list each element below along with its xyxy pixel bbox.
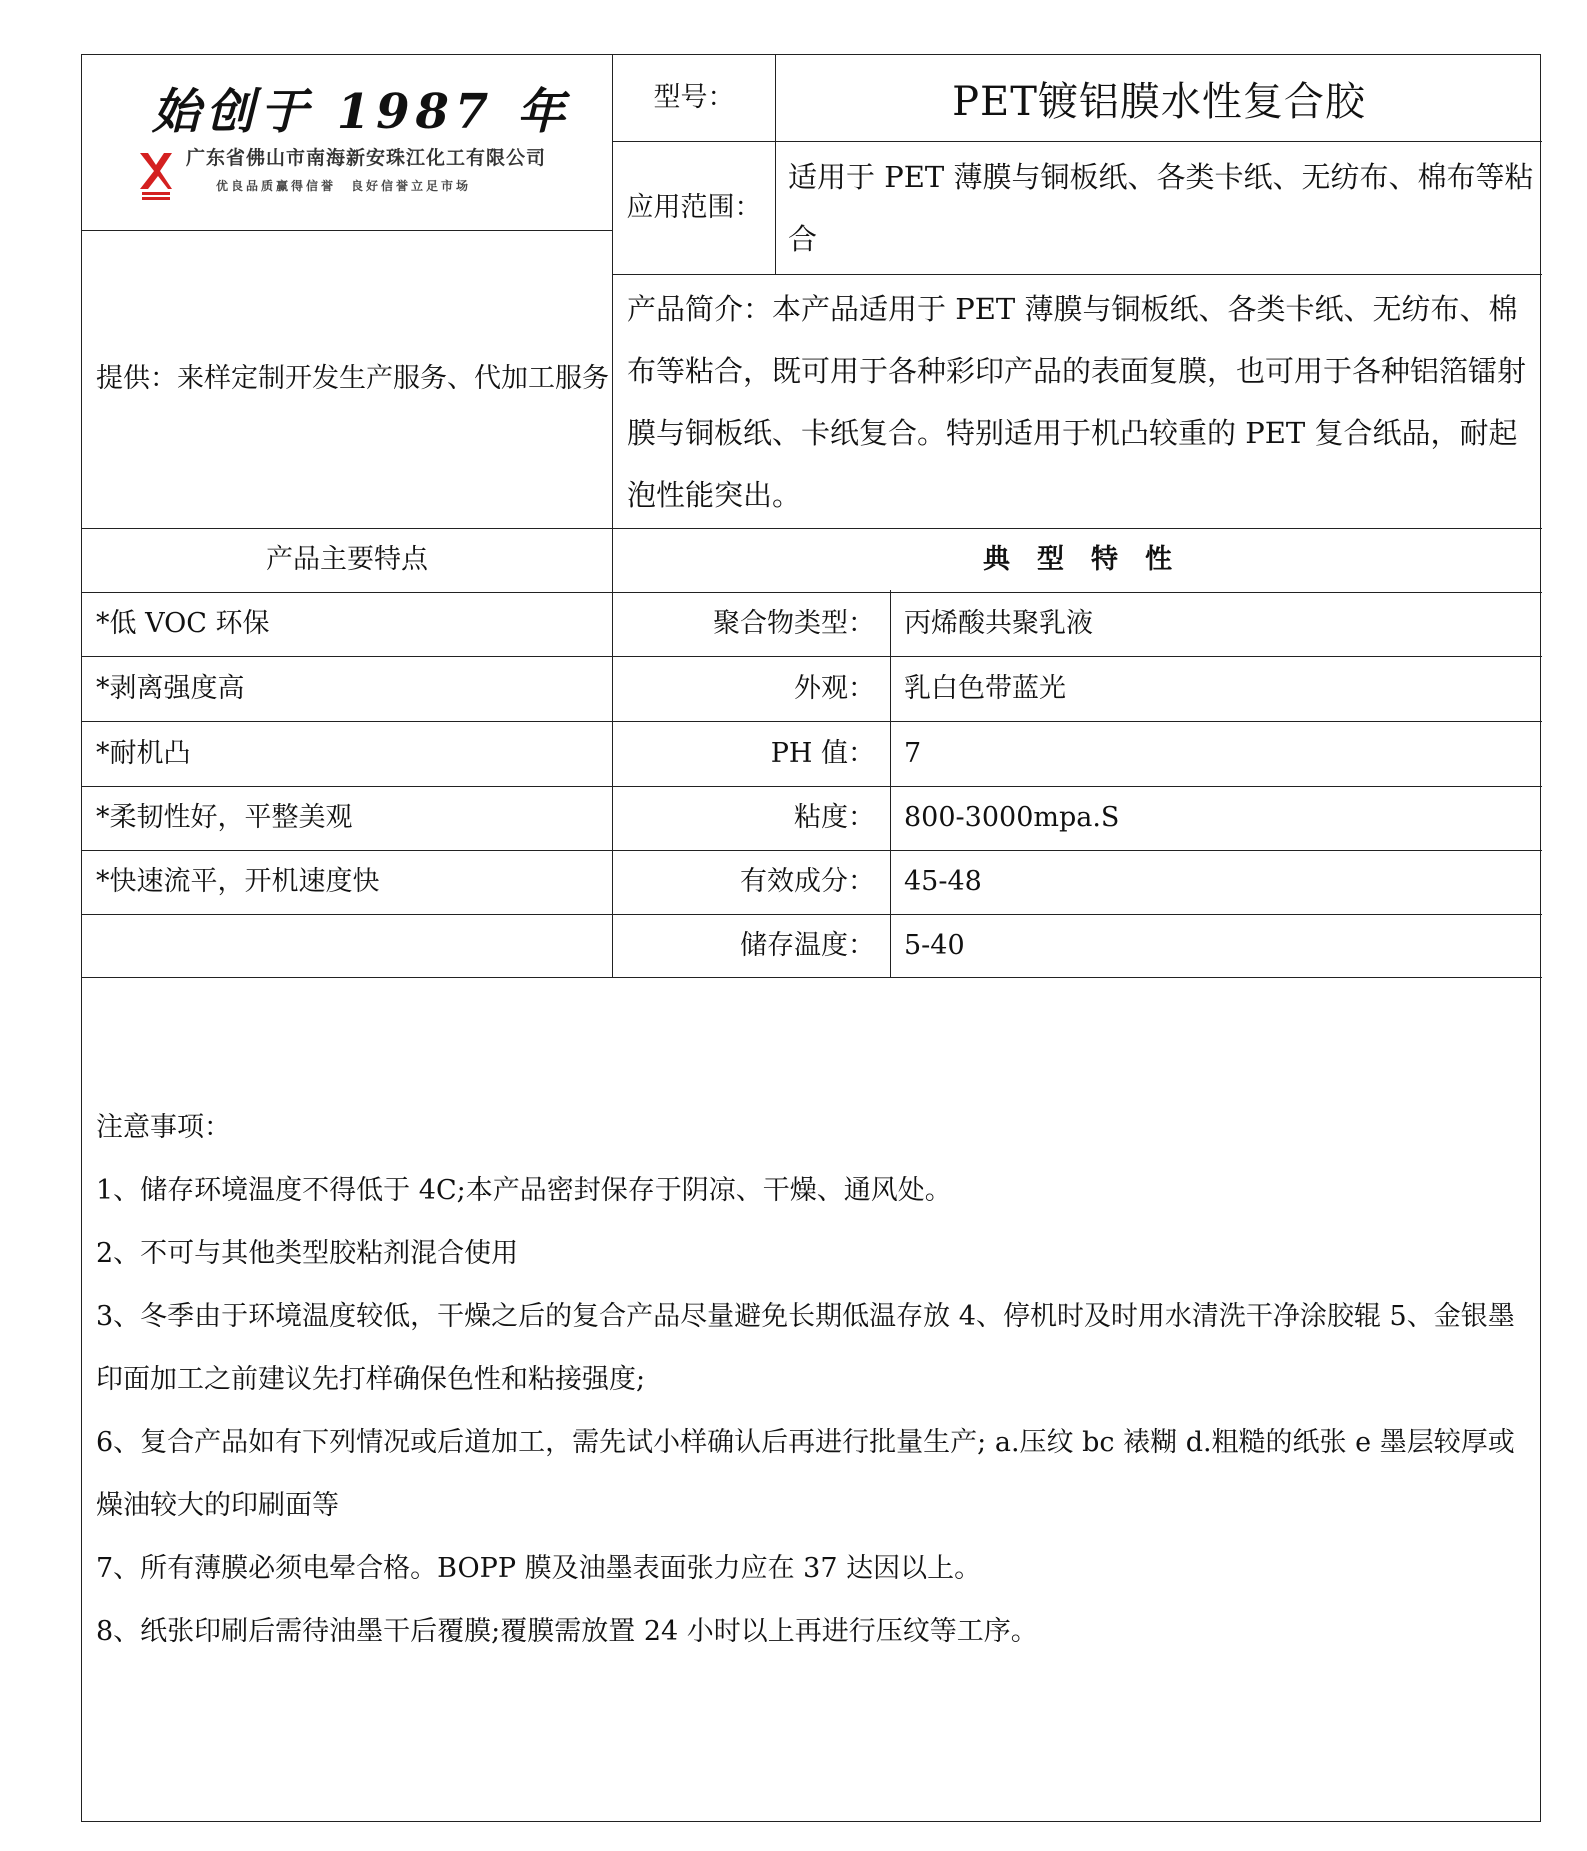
feature-row — [96, 722, 610, 786]
logo-block — [82, 55, 612, 230]
property-value-cell — [904, 657, 1534, 721]
feature-row — [96, 593, 610, 656]
model-value: PET镀铝膜水性复合胶 — [952, 78, 1366, 125]
properties-header: 典 型 特 性 — [983, 544, 1172, 576]
property-label-cell — [613, 657, 875, 721]
scope-value: 适用于 PET 薄膜与铜板纸、各类卡纸、无纺布、棉布等粘合 — [788, 160, 1534, 256]
model-value-cell — [776, 55, 1542, 141]
note-item: 6、复合产品如有下列情况或后道加工，需先试小样确认后再进行批量生产; a.压纹 bc 裱糊 d.粗糙的纸张 e 墨层较厚或燥油较大的印刷面等 — [96, 1427, 1515, 1521]
property-value: 800-3000mpa.S — [904, 802, 1120, 834]
note-item: 3、冬季由于环境温度较低，干燥之后的复合产品尽量避免长期低温存放 4、停机时及时用水清洗干净涂胶辊 5、金银墨印面加工之前建议先打样确保色性和粘接强度; — [96, 1301, 1515, 1395]
company-name: 广东省佛山市南海新安珠江化工有限公司 — [186, 147, 547, 169]
notes-section — [82, 978, 1540, 1821]
scope-label-cell — [613, 142, 775, 274]
feature-text: *低 VOC 环保 — [96, 608, 270, 640]
property-value: 45-48 — [904, 866, 982, 898]
model-label: 型号： — [653, 81, 735, 113]
feature-text: *耐机凸 — [96, 737, 191, 769]
property-label-cell — [613, 787, 875, 850]
property-label: 粘度： — [794, 802, 875, 834]
property-label: 聚合物类型： — [713, 608, 875, 640]
property-label: 储存温度： — [740, 929, 875, 961]
feature-row — [96, 657, 610, 721]
feature-text: *快速流平，开机速度快 — [96, 866, 380, 898]
model-label-cell — [613, 55, 775, 141]
property-label-cell — [613, 851, 875, 914]
property-label-cell — [613, 722, 875, 786]
property-label: PH 值： — [770, 737, 875, 769]
note-item: 7、所有薄膜必须电晕合格。BOPP 膜及油墨表面张力应在 37 达因以上。 — [96, 1553, 982, 1584]
scope-value-cell — [788, 142, 1534, 274]
features-header: 产品主要特点 — [266, 544, 428, 576]
service-cell — [96, 231, 610, 528]
property-label-cell — [613, 915, 875, 977]
feature-row — [96, 787, 610, 850]
service-text: 提供：来样定制开发生产服务、代加工服务 — [96, 363, 609, 395]
property-value-cell — [904, 915, 1534, 977]
notes-title: 注意事项： — [96, 1112, 231, 1143]
founding-year-title: 始创于 1987 年 — [152, 84, 572, 140]
properties-header-cell — [613, 529, 1542, 592]
company-logo-icon — [138, 151, 174, 201]
property-value: 丙烯酸共聚乳液 — [904, 608, 1093, 640]
features-header-cell — [82, 529, 612, 592]
property-value-cell — [904, 851, 1534, 914]
property-value-cell — [904, 722, 1534, 786]
feature-text: *柔韧性好，平整美观 — [96, 802, 353, 834]
note-item: 8、纸张印刷后需待油墨干后覆膜;覆膜需放置 24 小时以上再进行压纹等工序。 — [96, 1616, 1038, 1647]
company-slogan: 优良品质赢得信誉 良好信誉立足市场 — [216, 179, 472, 193]
product-datasheet — [81, 54, 1541, 1822]
property-label: 有效成分： — [740, 866, 875, 898]
feature-row — [96, 915, 610, 977]
property-value: 7 — [904, 737, 922, 769]
property-value-cell — [904, 593, 1534, 656]
intro-text: 产品简介：本产品适用于 PET 薄膜与铜板纸、各类卡纸、无纺布、棉布等粘合，既可用于各种彩印产品的表面复膜，也可用于各种铝箔镭射膜与铜板纸、卡纸复合。特别适用于机凸较重的 PET 复合纸品，耐起泡性能突出。 — [627, 291, 1527, 512]
intro-cell — [627, 275, 1537, 528]
feature-row — [96, 851, 610, 914]
notes-list — [96, 1096, 1526, 1663]
property-value-cell — [904, 787, 1534, 850]
property-value: 乳白色带蓝光 — [904, 672, 1066, 704]
note-item: 2、不可与其他类型胶粘剂混合使用 — [96, 1238, 519, 1269]
property-label: 外观： — [794, 672, 875, 704]
property-label-cell — [613, 593, 875, 656]
feature-text: *剥离强度高 — [96, 672, 245, 704]
note-item: 1、储存环境温度不得低于 4C;本产品密封保存于阴凉、干燥、通风处。 — [96, 1175, 952, 1206]
scope-label: 应用范围： — [626, 191, 762, 223]
property-value: 5-40 — [904, 929, 965, 961]
